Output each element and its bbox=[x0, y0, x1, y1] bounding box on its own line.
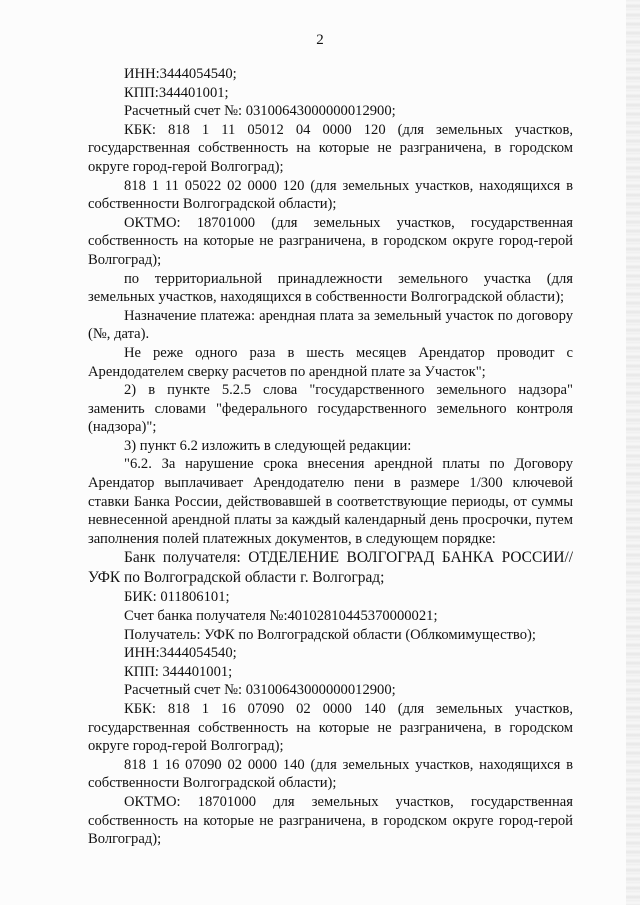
scan-edge bbox=[626, 0, 640, 905]
kbk-paragraph: КБК: 818 1 11 05012 04 0000 120 (для земельных участков, государственная собственность на которые не разграничена, в городском округе город-герой Волгоград); bbox=[88, 121, 573, 175]
reconciliation-paragraph: Не реже одного раза в шесть месяцев Арендатор проводит с Арендодателем сверку расчетов по арендной плате за Участок"; bbox=[88, 344, 573, 380]
payment-purpose-paragraph: Назначение платежа: арендная плата за земельный участок по договору (№, дата). bbox=[88, 307, 573, 343]
bank-account-line: Счет банка получателя №:40102810445370000021; bbox=[124, 608, 438, 625]
inn-line-2: ИНН:3444054540; bbox=[124, 645, 237, 662]
clause-6-2-paragraph: "6.2. За нарушение срока внесения арендной платы по Договору Арендатор выплачивает Арендодателю пени в размере 1/300 ключевой ставки Банка России, действовавшей в соответствующие периоды, от суммы невнесенной арендной платы за каждый календарный день просрочки, путем заполнения полей платежных документов, в следующем порядке: bbox=[88, 456, 573, 547]
bik-line: БИК: 011806101; bbox=[124, 589, 230, 606]
kpp-line-2: КПП: 344401001; bbox=[124, 663, 233, 680]
territorial-paragraph: по территориальной принадлежности земельного участка (для земельных участков, находящихся в собственности Волгоградской области); bbox=[88, 270, 573, 306]
oktmo-paragraph-2: ОКТМО: 18701000 для земельных участков, государственная собственность на которые не разграничена, в городском округе город-герой Волгоград); bbox=[88, 793, 573, 848]
kpp-line: КПП:344401001; bbox=[124, 84, 229, 101]
kbk-region-paragraph-2: 818 1 16 07090 02 0000 140 (для земельных участков, находящихся в собственности Волгоградской области); bbox=[88, 756, 573, 792]
kbk-paragraph-2: КБК: 818 1 16 07090 02 0000 140 (для земельных участков, государственная собственность на которые не разграничена, в городском округе город-герой Волгоград); bbox=[88, 701, 573, 755]
page-number: 2 bbox=[316, 32, 324, 48]
amendment-3-paragraph: 3) пункт 6.2 изложить в следующей редакции: bbox=[124, 437, 412, 454]
document-body bbox=[88, 65, 573, 849]
oktmo-paragraph: ОКТМО: 18701000 (для земельных участков, государственная собственность на которые не разграничена, в городском округе город-герой Волгоград); bbox=[88, 214, 573, 268]
account-line: Расчетный счет №: 03100643000000012900; bbox=[124, 103, 396, 120]
inn-line: ИНН:3444054540; bbox=[124, 66, 237, 82]
account-line-2: Расчетный счет №: 03100643000000012900; bbox=[124, 682, 396, 699]
amendment-2-paragraph: 2) в пункте 5.2.5 слова "государственного земельного надзора" заменить словами "федерального государственного земельного контроля (надзора)"; bbox=[88, 382, 573, 436]
kbk-region-paragraph: 818 1 11 05022 02 0000 120 (для земельных участков, находящихся в собственности Волгоградской области); bbox=[88, 177, 573, 213]
recipient-line: Получатель: УФК по Волгоградской области (Облкомимущество); bbox=[124, 626, 536, 643]
bank-recipient-paragraph: Банк получателя: ОТДЕЛЕНИЕ ВОЛГОГРАД БАНКА РОССИИ// УФК по Волгоградской области г. Волгоград; bbox=[88, 549, 573, 587]
